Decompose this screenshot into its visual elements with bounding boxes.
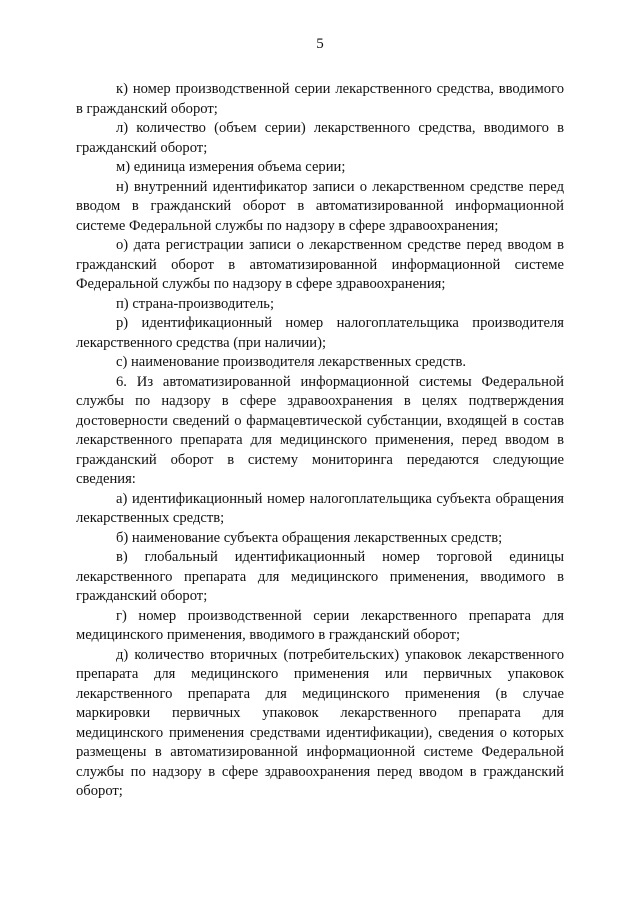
list-item-n: н) внутренний идентификатор записи о лекарственном средстве перед вводом в гражданский оборот в автоматизированной информационной системе Федеральной службы по надзору в сфере здравоохранения; <box>76 178 564 234</box>
list-item-m: м) единица измерения объема серии; <box>116 159 346 175</box>
document-body <box>76 80 564 802</box>
list-item-p: п) страна-производитель; <box>116 295 275 312</box>
list-item-d: д) количество вторичных (потребительских) упаковок лекарственного препарата для медицинского применения или первичных упаковок лекарственного препарата для медицинского применения (в случае маркировки первичных упаковок лекарственного препарата для медицинского применения средствами идентификации), сведения о которых размещены в автоматизированной информационной системе Федеральной службы по надзору в сфере здравоохранения перед вводом в гражданский оборот; <box>76 646 564 799</box>
page-number: 5 <box>316 36 324 52</box>
list-item-b: б) наименование субъекта обращения лекарственных средств; <box>116 529 503 546</box>
list-item-o: о) дата регистрации записи о лекарственном средстве перед вводом в гражданский оборот в автоматизированной информационной системе Федеральной службы по надзору в сфере здравоохранения; <box>76 237 564 292</box>
list-item-k: к) номер производственной серии лекарственного средства, вводимого в гражданский оборот; <box>76 81 564 117</box>
list-item-s: с) наименование производителя лекарственных средств. <box>116 354 466 370</box>
list-item-v: в) глобальный идентификационный номер торговой единицы лекарственного препарата для медицинского применения, вводимого в гражданский оборот; <box>76 549 564 604</box>
section-6-paragraph: 6. Из автоматизированной информационной системы Федеральной службы по надзору в сфере здравоохранения в целях подтверждения достоверности сведений о фармацевтической субстанции, входящей в состав лекарственного препарата для медицинского применения, перед вводом в гражданский оборот в систему мониторинга передаются следующие сведения: <box>76 373 564 487</box>
list-item-a: а) идентификационный номер налогоплательщика субъекта обращения лекарственных средств; <box>76 490 564 526</box>
list-item-r: р) идентификационный номер налогоплательщика производителя лекарственного средства (при наличии); <box>76 315 564 351</box>
list-item-g: г) номер производственной серии лекарственного препарата для медицинского применения, вводимого в гражданский оборот; <box>76 607 564 643</box>
list-item-l: л) количество (объем серии) лекарственного средства, вводимого в гражданский оборот; <box>76 120 564 156</box>
